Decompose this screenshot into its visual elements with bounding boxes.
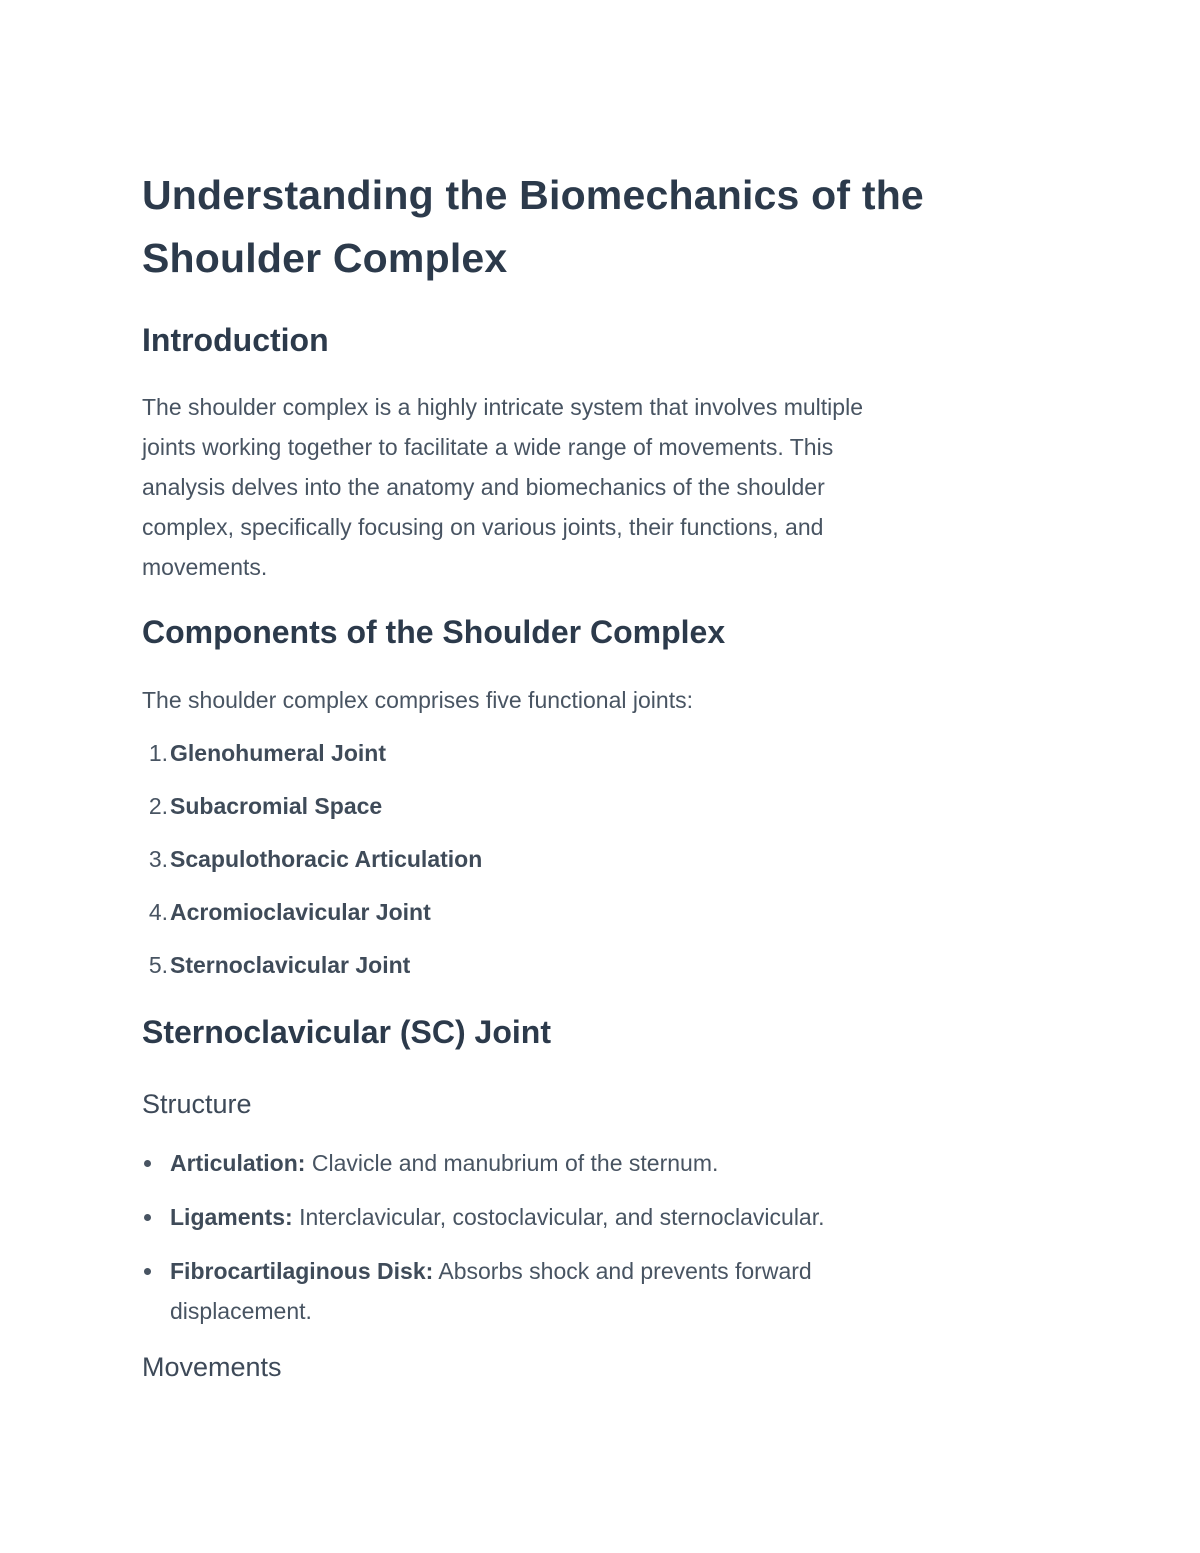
list-label: Glenohumeral Joint: [170, 740, 386, 766]
components-lead: The shoulder complex comprises five functional joints:: [142, 687, 693, 713]
description: Absorbs shock and prevents forward: [433, 1258, 812, 1284]
list-item: [140, 886, 482, 939]
text-line: joints working together to facilitate a wide range of movements. This: [142, 434, 834, 460]
structure-heading: Structure: [142, 1089, 252, 1119]
introduction-heading: Introduction: [142, 322, 329, 358]
description: Clavicle and manubrium of the sternum.: [305, 1150, 719, 1176]
list-item: [142, 1143, 1022, 1183]
list-item: [140, 727, 482, 780]
bullet-icon: [144, 1160, 151, 1167]
list-item: [142, 1251, 1022, 1331]
description: Interclavicular, costoclavicular, and sternoclavicular.: [292, 1204, 825, 1230]
list-item: [140, 780, 482, 833]
list-number: 1.: [148, 740, 168, 766]
movements-heading: Movements: [142, 1352, 282, 1382]
list-number: 2.: [148, 793, 168, 819]
sc-joint-heading: Sternoclavicular (SC) Joint: [142, 1014, 551, 1050]
term: Fibrocartilaginous Disk:: [170, 1258, 434, 1284]
introduction-paragraph: [142, 387, 863, 587]
bullet-icon: [144, 1268, 151, 1275]
list-number: 3.: [148, 846, 168, 872]
joints-list: [140, 727, 482, 992]
text-line: complex, specifically focusing on various joints, their functions, and: [142, 514, 824, 540]
title-line: Shoulder Complex: [142, 235, 508, 281]
list-item: [140, 833, 482, 886]
bullet-icon: [144, 1214, 151, 1221]
description: displacement.: [170, 1298, 312, 1324]
page-title: [142, 164, 924, 290]
text-line: movements.: [142, 554, 268, 580]
components-heading: Components of the Shoulder Complex: [142, 614, 726, 650]
list-label: Acromioclavicular Joint: [170, 899, 431, 925]
list-label: Subacromial Space: [170, 793, 383, 819]
list-label: Sternoclavicular Joint: [170, 952, 411, 978]
structure-list: [142, 1143, 1022, 1345]
text-line: analysis delves into the anatomy and biomechanics of the shoulder: [142, 474, 825, 500]
list-number: 4.: [148, 899, 168, 925]
term: Ligaments:: [170, 1204, 293, 1230]
term: Articulation:: [170, 1150, 306, 1176]
list-item: [142, 1197, 1022, 1237]
list-item: [140, 939, 482, 992]
text-line: The shoulder complex is a highly intricate system that involves multiple: [142, 394, 863, 420]
list-label: Scapulothoracic Articulation: [170, 846, 483, 872]
list-number: 5.: [148, 952, 168, 978]
title-line: Understanding the Biomechanics of the: [142, 172, 924, 218]
